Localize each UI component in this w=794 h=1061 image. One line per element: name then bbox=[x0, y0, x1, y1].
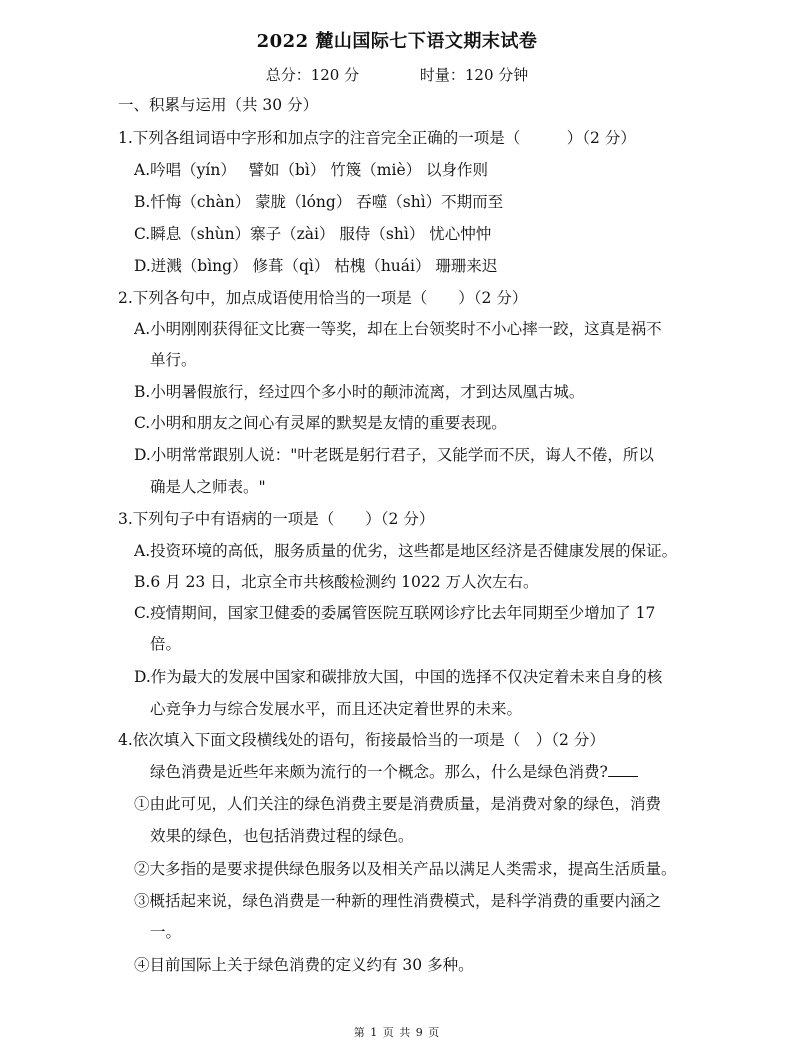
question-1-option-c: C.瞬息（shùn）寨子（zài） 服侍（shì） 忧心忡忡 bbox=[134, 225, 492, 243]
question-1-option-d: D.迸溅（bìng） 修葺（qì） 枯槐（huái） 珊珊来迟 bbox=[134, 257, 498, 275]
question-3-option-c: C.疫情期间，国家卫健委的委属管医院互联网诊疗比去年同期至少增加了 17 bbox=[134, 604, 656, 622]
question-3-option-a: A.投资环境的高低，服务质量的优劣，这些都是地区经济是否健康发展的保证。 bbox=[134, 542, 678, 560]
question-4-sentence-3-cont: 一。 bbox=[150, 923, 182, 941]
question-3-stem: 3.下列句子中有语病的一项是（ ）（2 分） bbox=[118, 510, 435, 528]
question-4-sentence-1: ①由此可见，人们关注的绿色消费主要是消费质量，是消费对象的绿色，消费 bbox=[134, 795, 662, 813]
question-2-option-c: C.小明和朋友之间心有灵犀的默契是友情的重要表现。 bbox=[134, 414, 507, 432]
question-2-option-a-cont: 单行。 bbox=[150, 351, 197, 369]
question-4-sentence-4: ④目前国际上关于绿色消费的定义约有 30 多种。 bbox=[134, 956, 474, 974]
question-1-option-b: B.忏悔（chàn） 蒙胧（lóng） 吞噬（shì）不期而至 bbox=[134, 193, 504, 211]
passage-text: 绿色消费是近些年来颇为流行的一个概念。那么，什么是绿色消费? bbox=[150, 763, 608, 781]
time-limit: 时量：120 分钟 bbox=[419, 66, 529, 84]
question-1-stem: 1.下列各组词语中字形和加点字的注音完全正确的一项是（ ）（2 分） bbox=[118, 129, 636, 147]
question-4-sentence-3: ③概括起来说，绿色消费是一种新的理性消费模式，是科学消费的重要内涵之 bbox=[134, 892, 662, 910]
question-3-option-d: D.作为最大的发展中国家和碳排放大国，中国的选择不仅决定着未来自身的核 bbox=[134, 668, 663, 686]
question-2-option-b: B.小明暑假旅行，经过四个多小时的颠沛流离，才到达凤凰古城。 bbox=[134, 383, 585, 401]
exam-meta bbox=[0, 64, 794, 85]
answer-blank bbox=[608, 762, 638, 777]
question-3-option-c-cont: 倍。 bbox=[150, 635, 182, 653]
question-3-option-d-cont: 心竞争力与综合发展水平，而且还决定着世界的未来。 bbox=[150, 700, 523, 718]
question-1-option-a: A.吟唱（yín） 譬如（bì） 竹篾（miè） 以身作则 bbox=[134, 161, 489, 179]
question-4-sentence-1-cont: 效果的绿色，也包括消费过程的绿色。 bbox=[150, 827, 414, 845]
question-4-sentence-2: ②大多指的是要求提供绿色服务以及相关产品以满足人类需求，提高生活质量。 bbox=[134, 860, 677, 878]
question-2-option-d-cont: 确是人之师表。" bbox=[150, 478, 266, 496]
page-footer: 第 1 页 共 9 页 bbox=[353, 1026, 441, 1039]
total-score: 总分：120 分 bbox=[265, 66, 360, 84]
question-4-stem: 4.依次填入下面文段横线处的语句，衔接最恰当的一项是（ ）（2 分） bbox=[118, 731, 605, 749]
page-title: 2022 麓山国际七下语文期末试卷 bbox=[256, 31, 538, 52]
question-3-option-b: B.6 月 23 日，北京全市共核酸检测约 1022 万人次左右。 bbox=[134, 573, 539, 591]
section-heading: 一、积累与运用（共 30 分） bbox=[118, 96, 319, 114]
question-2-option-d: D.小明常常跟别人说："叶老既是躬行君子，又能学而不厌，诲人不倦，所以 bbox=[134, 446, 654, 464]
question-4-passage bbox=[150, 762, 638, 782]
question-2-stem: 2.下列各句中，加点成语使用恰当的一项是（ ）（2 分） bbox=[118, 289, 528, 307]
question-2-option-a: A.小明刚刚获得征文比赛一等奖，却在上台领奖时不小心摔一跤，这真是祸不 bbox=[134, 320, 662, 338]
